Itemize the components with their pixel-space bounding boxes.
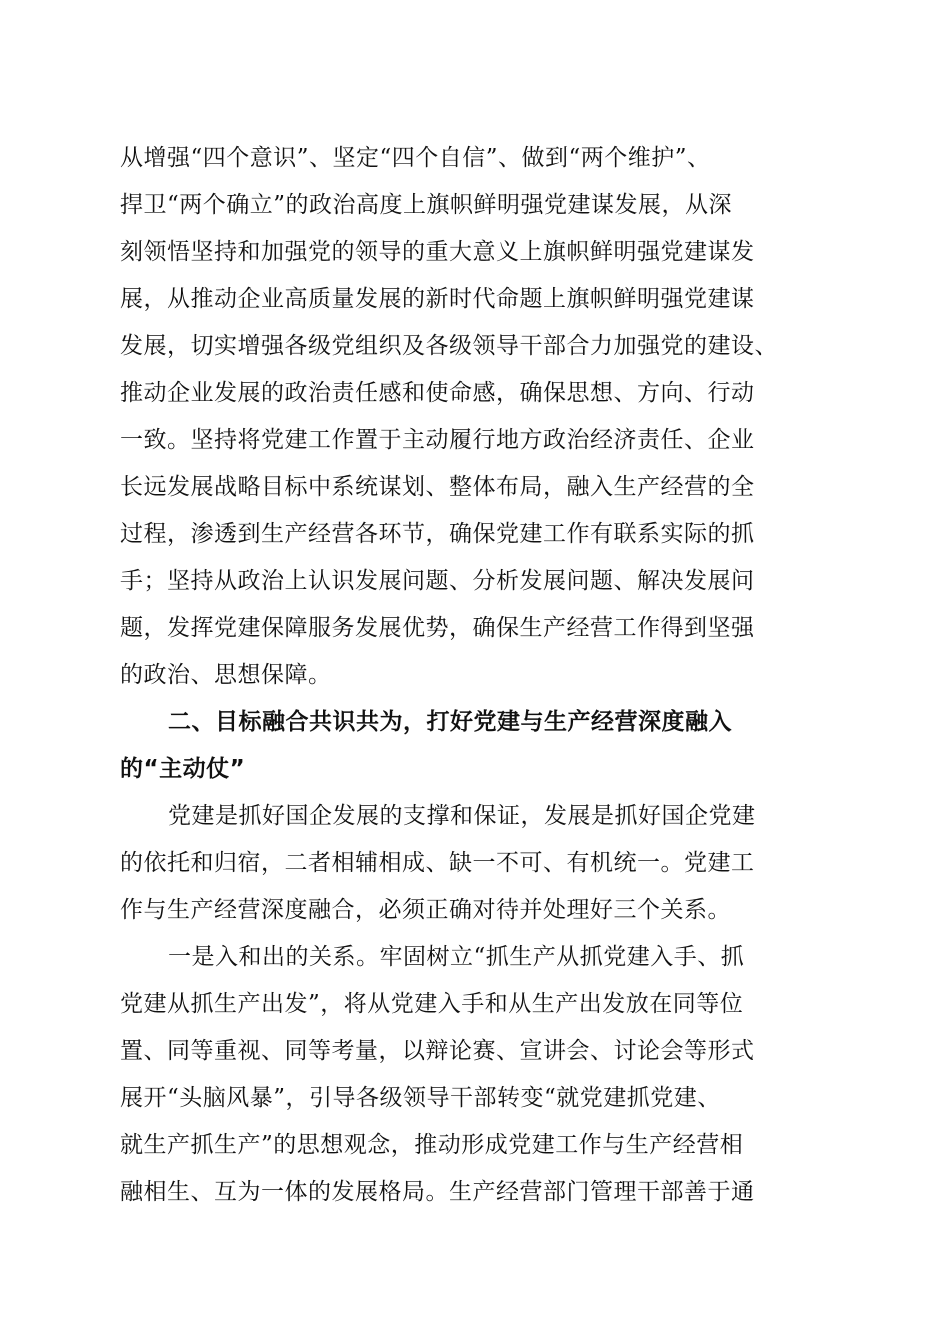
paragraph-1-line-10: 手；坚持从政治上认识发展问题、分析发展问题、解决发展问	[120, 568, 755, 594]
paragraph-3-line-1: 一是入和出的关系。牢固树立“抓生产从抓党建入手、抓	[168, 944, 745, 970]
paragraph-1-line-7: 一致。坚持将党建工作置于主动履行地方政治经济责任、企业	[120, 427, 755, 453]
paragraph-1-line-1: 从增强“四个意识”、坚定“四个自信”、做到“两个维护”、	[120, 145, 711, 171]
paragraph-1-line-12: 的政治、思想保障。	[120, 662, 332, 688]
section-heading-line-1: 二、目标融合共识共为，打好党建与生产经营深度融入	[168, 709, 732, 735]
paragraph-3-line-5: 就生产抓生产”的思想观念，推动形成党建工作与生产经营相	[120, 1132, 744, 1158]
paragraph-3-line-4: 展开“头脑风暴”，引导各级领导干部转变“就党建抓党建、	[120, 1085, 721, 1111]
paragraph-1-line-3: 刻领悟坚持和加强党的领导的重大意义上旗帜鲜明强党建谋发	[120, 239, 755, 265]
paragraph-1-line-4: 展，从推动企业高质量发展的新时代命题上旗帜鲜明强党建谋	[120, 286, 755, 312]
paragraph-3-line-2: 党建从抓生产出发”，将从党建入手和从生产出发放在同等位	[120, 991, 744, 1017]
paragraph-1-line-8: 长远发展战略目标中系统谋划、整体布局，融入生产经营的全	[120, 474, 755, 500]
paragraph-3-line-6: 融相生、互为一体的发展格局。生产经营部门管理干部善于通	[120, 1179, 755, 1205]
paragraph-1-line-9: 过程，渗透到生产经营各环节，确保党建工作有联系实际的抓	[120, 521, 755, 547]
section-heading-line-2: 的“主动仗”	[120, 756, 246, 782]
paragraph-2-line-3: 作与生产经营深度融合，必须正确对待并处理好三个关系。	[120, 897, 731, 923]
paragraph-1-line-11: 题，发挥党建保障服务发展优势，确保生产经营工作得到坚强	[120, 615, 755, 641]
paragraph-1-line-5: 发展，切实增强各级党组织及各级领导干部合力加强党的建设、	[120, 333, 778, 359]
paragraph-1-line-2: 捍卫“两个确立”的政治高度上旗帜鲜明强党建谋发展，从深	[120, 192, 733, 218]
paragraph-3-line-3: 置、同等重视、同等考量，以辩论赛、宣讲会、讨论会等形式	[120, 1038, 755, 1064]
paragraph-2-line-2: 的依托和归宿，二者相辅相成、缺一不可、有机统一。党建工	[120, 850, 755, 876]
paragraph-1-line-6: 推动企业发展的政治责任感和使命感，确保思想、方向、行动	[120, 380, 755, 406]
paragraph-2-line-1: 党建是抓好国企发展的支撑和保证，发展是抓好国企党建	[168, 803, 756, 829]
